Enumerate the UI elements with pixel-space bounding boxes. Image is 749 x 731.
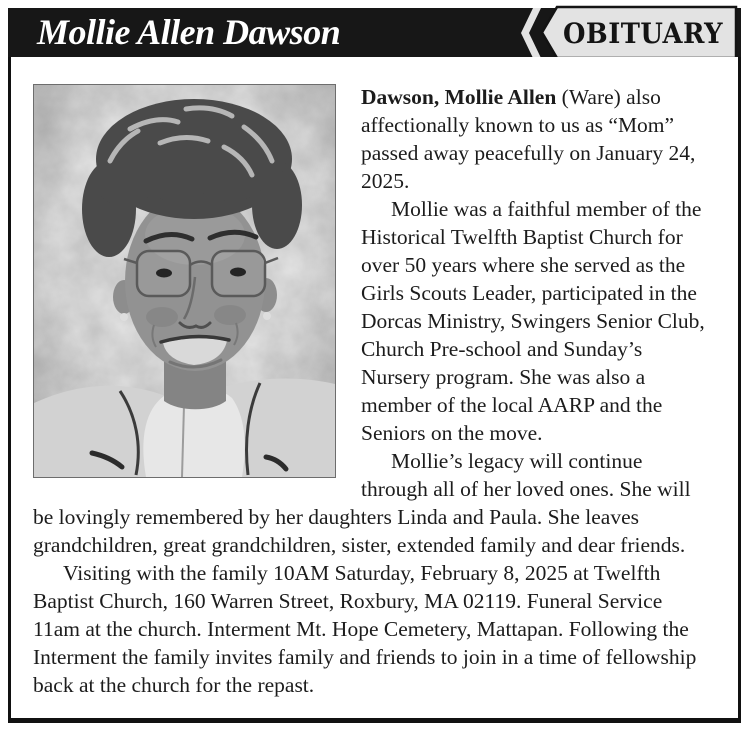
content-box — [8, 57, 741, 723]
deceased-name: Dawson, Mollie Allen — [361, 85, 557, 109]
portrait-illustration — [34, 85, 335, 477]
portrait-photo — [33, 84, 336, 478]
obituary-paragraph-3: Mollie’s legacy will continue through all of her loved ones. She will be lovingly remembered by her daughters Linda and Paula. She leaves grandchildren, great grandchildren, sister, extended family and dear friends. — [33, 449, 691, 557]
page-title: Mollie Allen Dawson — [37, 12, 341, 52]
obituary-paragraph-4: Visiting with the family 10AM Saturday, February 8, 2025 at Twelfth Baptist Church, 160 Warren Street, Roxbury, MA 02119. Funeral Service 11am at the church. Interment Mt. Hope Cemetery, Mattapan. Following the Interment the family invites family and friends to join in a time of fellowship back at the church for the repast. — [33, 561, 697, 697]
obituary-paragraph-2: Mollie was a faithful member of the Historical Twelfth Baptist Church for over 50 years where she served as the Girls Scouts Leader, participated in the Dorcas Ministry, Swingers Senior Club, Church Pre-school and Sunday’s Nursery program. She was also a member of the local AARP and the Seniors on the move. — [361, 197, 705, 445]
obituary-badge — [517, 5, 739, 61]
badge-label: OBITUARY — [563, 17, 724, 50]
obituary-paragraph-1-text: (Ware) also affectionally known to us as “Mom” passed away peacefully on January 24, 2025. — [361, 85, 696, 193]
ribbon-icon — [517, 5, 739, 61]
ribbon-chevron-stripe — [521, 8, 541, 58]
